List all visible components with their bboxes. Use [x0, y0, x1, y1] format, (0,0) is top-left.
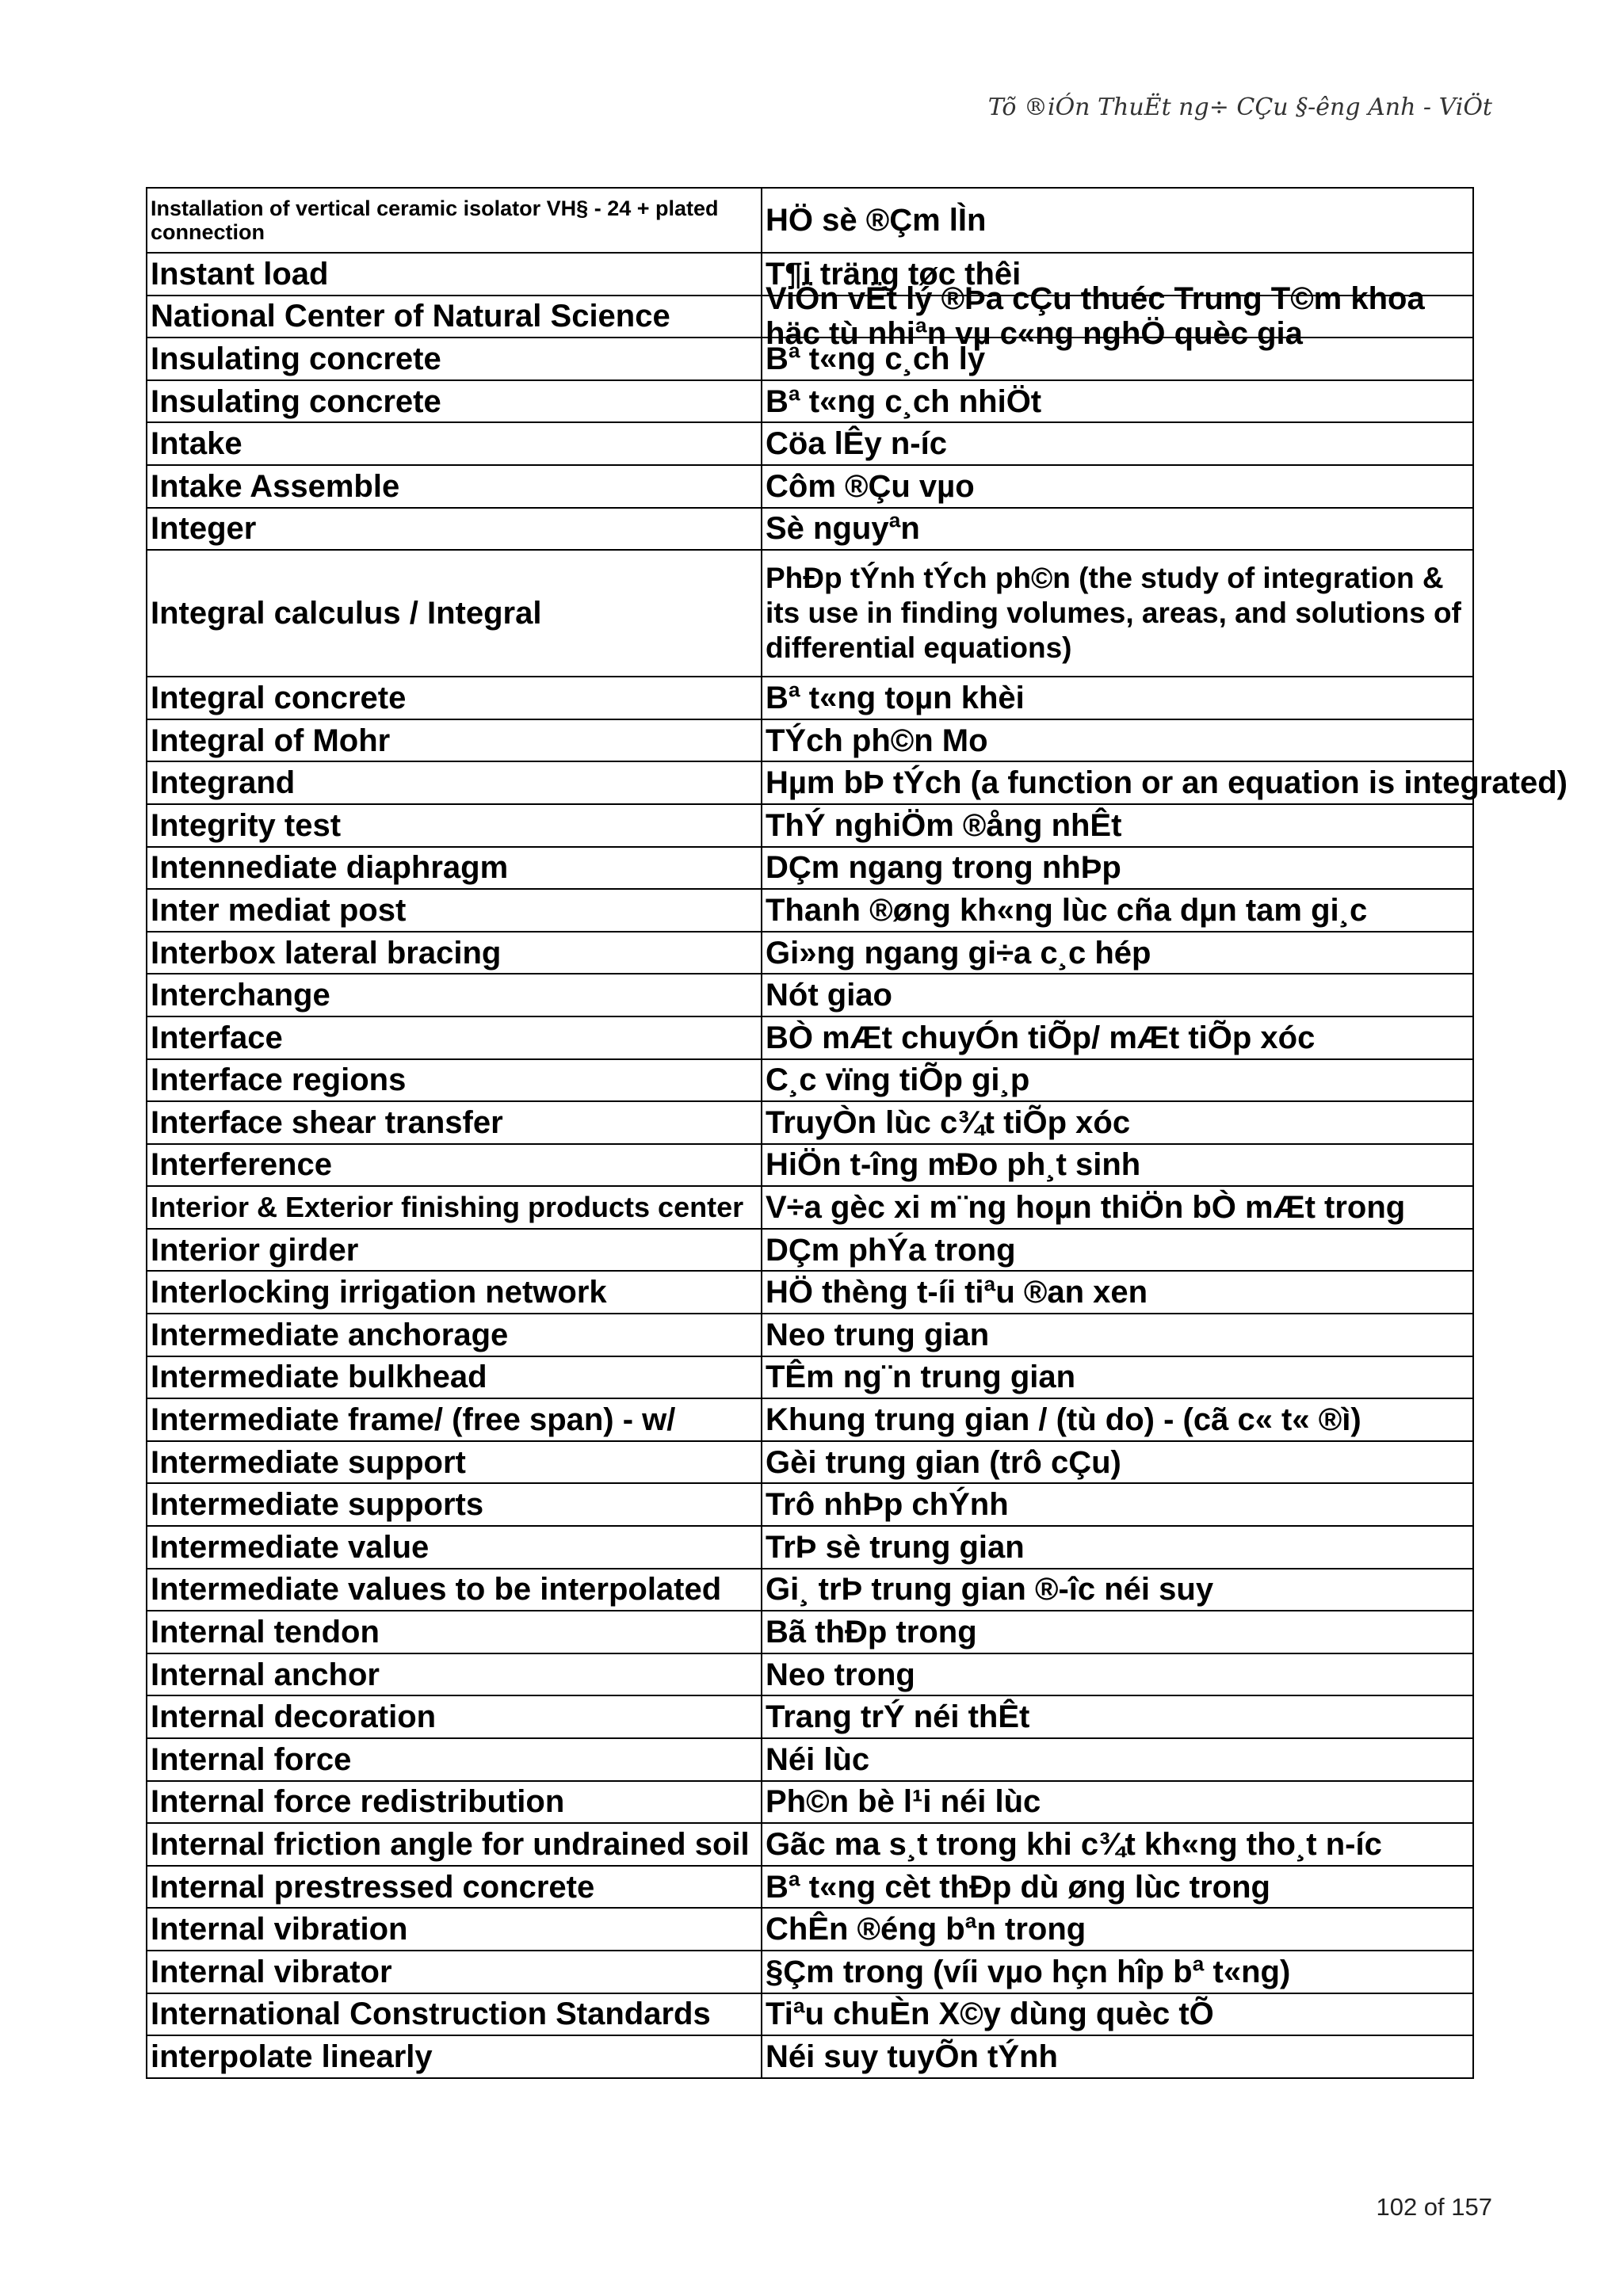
term-en: National Center of Natural Science — [146, 296, 761, 338]
term-vi: Trang trÝ néi thÊt — [761, 1696, 1474, 1737]
term-en: Intake — [146, 423, 761, 464]
term-vi: Nót giao — [761, 974, 1474, 1016]
term-vi: Bª t«ng c¸ch nhiÖt — [761, 381, 1474, 422]
term-en: Interior & Exterior finishing products center — [146, 1187, 761, 1228]
term-en: Interference — [146, 1145, 761, 1186]
table-row — [146, 1145, 1474, 1188]
term-en: Insulating concrete — [146, 338, 761, 379]
term-en: Intermediate value — [146, 1527, 761, 1568]
term-en: Internal force redistribution — [146, 1782, 761, 1823]
term-vi: Trô nhÞp chÝnh — [761, 1484, 1474, 1525]
term-en: Insulating concrete — [146, 381, 761, 422]
term-en: Interface — [146, 1017, 761, 1058]
term-vi: Gi»ng ngang gi÷a c¸c hép — [761, 933, 1474, 974]
table-row — [146, 890, 1474, 933]
table-row — [146, 848, 1474, 891]
term-en: Installation of vertical ceramic isolator VH§ - 24 + plated connection — [146, 189, 761, 252]
term-vi: ChÊn ®éng bªn trong — [761, 1909, 1474, 1950]
table-row — [146, 1187, 1474, 1230]
term-vi: Néi lùc — [761, 1739, 1474, 1780]
table-row — [146, 720, 1474, 763]
term-en: Internal friction angle for undrained soil — [146, 1824, 761, 1865]
page-header: Tõ ®iÓn ThuËt ng÷ CÇu §-êng Anh - ViÖt — [987, 93, 1492, 121]
table-row — [146, 1272, 1474, 1314]
term-en: Inter mediat post — [146, 890, 761, 931]
table-row — [146, 466, 1474, 509]
term-vi: ThÝ nghiÖm ®ång nhÊt — [761, 805, 1474, 846]
table-row — [146, 677, 1474, 720]
table-row — [146, 338, 1474, 381]
term-vi: C¸c vïng tiÕp gi¸p — [761, 1060, 1474, 1101]
term-en: Integral concrete — [146, 677, 761, 719]
term-vi: Gi¸ trÞ trung gian ®-îc néi suy — [761, 1569, 1474, 1611]
term-en: Interface shear transfer — [146, 1102, 761, 1143]
table-row — [146, 423, 1474, 466]
term-vi: Néi suy tuyÕn tÝnh — [761, 2036, 1474, 2077]
table-row — [146, 1314, 1474, 1357]
table-row — [146, 381, 1474, 424]
term-vi: Gãc ma s¸t trong khi c¾t kh«ng tho¸t n-íc — [761, 1824, 1474, 1865]
term-en: Integer — [146, 509, 761, 550]
table-row — [146, 1611, 1474, 1654]
term-vi: HiÖn t-îng mÐo ph¸t sinh — [761, 1145, 1474, 1186]
table-row — [146, 1484, 1474, 1527]
table-row — [146, 762, 1568, 805]
table-row — [146, 1909, 1474, 1951]
term-vi: §Çm trong (víi vµo hçn hîp bª t«ng) — [761, 1951, 1474, 1993]
term-vi: Gèi trung gian (trô cÇu) — [761, 1442, 1474, 1483]
term-vi: Bª t«ng toµn khèi — [761, 677, 1474, 719]
table-row — [146, 509, 1474, 551]
table-row — [146, 1357, 1474, 1400]
table-row — [146, 1782, 1474, 1825]
term-vi: Khung trung gian / (tù do) - (cã c« t« ®ì) — [761, 1399, 1474, 1440]
term-en: Intermediate bulkhead — [146, 1357, 761, 1398]
term-vi: TruyÒn lùc c¾t tiÕp xóc — [761, 1102, 1474, 1143]
term-en: Interlocking irrigation network — [146, 1272, 761, 1313]
term-en: Integrity test — [146, 805, 761, 846]
table-row — [146, 1696, 1474, 1739]
term-en: Intermediate support — [146, 1442, 761, 1483]
table-row — [146, 933, 1474, 975]
term-vi: BÒ mÆt chuyÓn tiÕp/ mÆt tiÕp xóc — [761, 1017, 1474, 1058]
term-vi: HÖ sè ®Çm lÌn — [761, 189, 1474, 252]
term-vi: HÖ thèng t-íi tiªu ®an xen — [761, 1272, 1474, 1313]
table-row — [146, 1527, 1474, 1569]
term-en: Integrand — [146, 762, 761, 803]
table-row — [146, 2036, 1474, 2079]
term-vi: Bã thÐp trong — [761, 1611, 1474, 1653]
table-row — [146, 281, 1474, 352]
term-en: Internal force — [146, 1739, 761, 1780]
term-en: Interchange — [146, 974, 761, 1016]
term-vi: ViÖn vËt lý ®Þa cÇu thuéc Trung T©m khoa häc tù nhiªn vµ c«ng nghÖ quèc gia — [761, 296, 1474, 338]
term-vi: Thanh ®øng kh«ng lùc cña dµn tam gi¸c — [761, 890, 1474, 931]
table-row — [146, 1569, 1474, 1612]
term-en: Intermediate supports — [146, 1484, 761, 1525]
table-row — [146, 187, 1474, 254]
table-row — [146, 805, 1474, 848]
term-vi: Ph©n bè l¹i néi lùc — [761, 1782, 1474, 1823]
term-en: Interface regions — [146, 1060, 761, 1101]
term-en: International Construction Standards — [146, 1994, 761, 2035]
table-row — [146, 1994, 1474, 2037]
term-en: Instant load — [146, 254, 761, 295]
term-vi: Bª t«ng c¸ch ly — [761, 338, 1474, 379]
table-row — [146, 1060, 1474, 1103]
term-vi: Sè nguyªn — [761, 509, 1474, 550]
term-en: Integral of Mohr — [146, 720, 761, 761]
term-vi: TÝch ph©n Mo — [761, 720, 1474, 761]
term-en: Internal anchor — [146, 1654, 761, 1695]
term-vi: TÊm ng¨n trung gian — [761, 1357, 1474, 1398]
term-en: Internal tendon — [146, 1611, 761, 1653]
term-vi: T¶i träng tøc thêi — [761, 254, 1474, 295]
table-row — [146, 1017, 1474, 1060]
term-en: interpolate linearly — [146, 2036, 761, 2077]
term-en: Intermediate anchorage — [146, 1314, 761, 1356]
table-row — [146, 1442, 1474, 1485]
term-en: Intermediate values to be interpolated — [146, 1569, 761, 1611]
term-vi: TrÞ sè trung gian — [761, 1527, 1474, 1568]
term-en: Integral calculus / Integral — [146, 551, 761, 676]
term-en: Internal prestressed concrete — [146, 1867, 761, 1908]
table-row — [146, 1739, 1474, 1782]
term-vi: PhÐp tÝnh tÝch ph©n (the study of integration & its use in finding volumes, areas, and solutions of differential equations) — [761, 551, 1474, 676]
term-en: Interbox lateral bracing — [146, 933, 761, 974]
term-en: Intake Assemble — [146, 466, 761, 507]
term-en: Internal decoration — [146, 1696, 761, 1737]
term-vi: Côm ®Çu vµo — [761, 466, 1474, 507]
term-vi: DÇm ngang trong nhÞp — [761, 848, 1474, 889]
term-vi: Neo trung gian — [761, 1314, 1474, 1356]
table-row — [146, 1230, 1474, 1272]
term-en: Internal vibrator — [146, 1951, 761, 1993]
term-vi: Tiªu chuÈn X©y dùng quèc tÕ — [761, 1994, 1474, 2035]
term-vi: Neo trong — [761, 1654, 1474, 1695]
term-vi: Cöa lÊy n-íc — [761, 423, 1474, 464]
term-vi: V÷a gèc xi m¨ng hoµn thiÖn bÒ mÆt trong — [761, 1187, 1474, 1228]
term-en: Interior girder — [146, 1230, 761, 1271]
term-en: Internal vibration — [146, 1909, 761, 1950]
table-row — [146, 1867, 1474, 1909]
page-number: 102 of 157 — [1376, 2193, 1492, 2221]
table-row — [146, 1824, 1474, 1867]
term-vi: Bª t«ng cèt thÐp dù øng lùc trong — [761, 1867, 1474, 1908]
term-en: Intermediate frame/ (free span) - w/ — [146, 1399, 761, 1440]
table-row — [146, 1399, 1474, 1442]
glossary-table — [146, 187, 1568, 2079]
table-row — [146, 1654, 1474, 1697]
table-row — [146, 1951, 1474, 1994]
table-row — [146, 1102, 1474, 1145]
table-row — [146, 974, 1474, 1017]
term-en: Intennediate diaphragm — [146, 848, 761, 889]
term-vi: DÇm phÝa trong — [761, 1230, 1474, 1271]
term-vi: Hµm bÞ tÝch (a function or an equation is integrated) — [761, 762, 1474, 803]
table-row — [146, 551, 1474, 677]
